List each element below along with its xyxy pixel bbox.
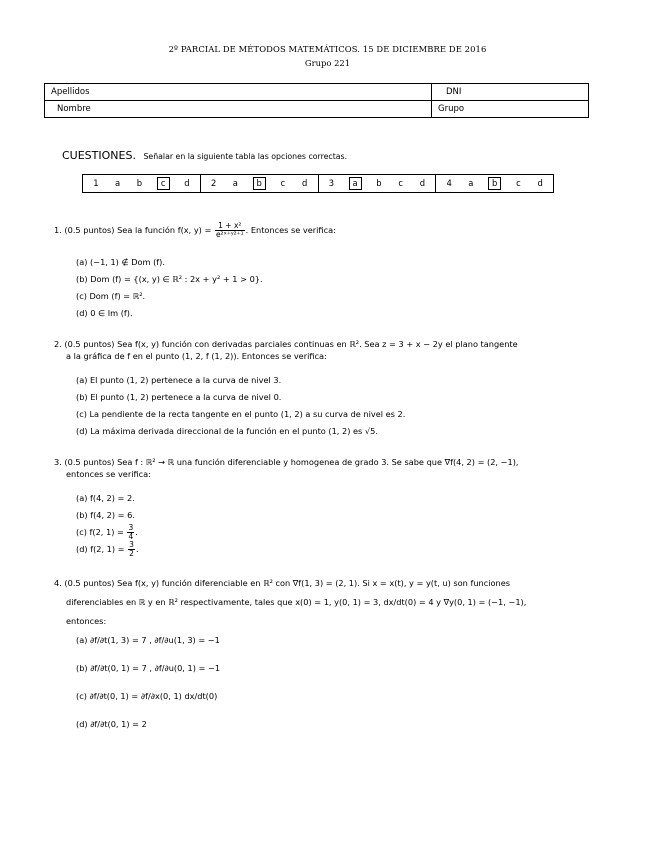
q4-stem-line-1: 4. (0.5 puntos) Sea f(x, y) función diferenciable en ℝ² con ∇f(1, 3) = (2, 1). Si x = x(t), y = y(t, u) son funciones xyxy=(54,578,511,588)
q1-option-a: (a) (−1, 1) ∉ Dom (f). xyxy=(76,257,165,267)
q4-option-a: (a) ∂f/∂t(1, 3) = 7 , ∂f/∂u(1, 3) = −1 xyxy=(76,635,220,645)
q1-option-c: (c) Dom (f) = ℝ². xyxy=(76,291,146,301)
section-title: CUESTIONES. xyxy=(62,149,136,162)
q1-stem-text: 1. (0.5 puntos) Sea la función xyxy=(54,225,176,235)
answer-option-2-d[interactable]: d xyxy=(301,178,308,188)
section-heading xyxy=(62,149,347,162)
question-4-stem xyxy=(54,574,594,631)
q2-option-c: (c) La pendiente de la recta tangente en el punto (1, 2) a su curva de nivel es 2. xyxy=(76,409,406,419)
q3-option-c-fraction xyxy=(127,524,134,541)
question-3-stem xyxy=(54,456,594,480)
question-4-options xyxy=(76,626,220,738)
answer-number: 4 xyxy=(446,178,452,188)
question-1-stem xyxy=(54,222,594,239)
q4-option-b: (b) ∂f/∂t(0, 1) = 7 , ∂f/∂u(0, 1) = −1 xyxy=(76,663,221,673)
q3-option-c: (c) f(2, 1) = $\frac{3}{4}$ . xyxy=(76,523,138,541)
section-instruction: Señalar en la siguiente tabla las opciones correctas. xyxy=(143,152,348,161)
answer-group-4 xyxy=(435,175,553,192)
q3-option-a: (a) f(4, 2) = 2. xyxy=(76,493,135,503)
question-1-options xyxy=(76,254,263,322)
answer-option-3-b[interactable]: b xyxy=(376,178,382,188)
q3-option-d-fraction xyxy=(128,541,135,558)
answer-group-1 xyxy=(83,175,200,192)
grupo-field[interactable]: Grupo xyxy=(432,101,589,118)
answer-option-2-a[interactable]: a xyxy=(232,178,238,188)
answer-option-4-d[interactable]: d xyxy=(537,178,543,188)
answer-option-4-b[interactable]: b xyxy=(488,177,501,190)
answer-option-2-c[interactable]: c xyxy=(280,178,286,188)
exam-title: 2º PARCIAL DE MÉTODOS MATEMÁTICOS. 15 DE DICIEMBRE DE 2016 xyxy=(168,44,487,54)
q3-option-d-text: (d) f(2, 1) = xyxy=(76,544,125,554)
answer-option-1-a[interactable]: a xyxy=(115,178,121,188)
answer-number: 3 xyxy=(328,178,335,188)
answer-group-2 xyxy=(200,175,318,192)
q1-option-b: (b) Dom (f) = {(x, y) ∈ ℝ² : 2x + y² + 1 > 0}. xyxy=(76,274,263,284)
answer-option-4-c[interactable]: c xyxy=(516,178,521,188)
q3-d-numerator: 3 xyxy=(129,540,134,549)
exam-group: Grupo 221 xyxy=(304,58,351,68)
answer-group-3 xyxy=(318,175,436,192)
q2-stem-line-1: 2. (0.5 puntos) Sea f(x, y) función con derivadas parciales continuas en ℝ². Sea z = 3 + x − 2y el plano tangente xyxy=(54,339,518,349)
q1-option-d: (d) 0 ∈ Im (f). xyxy=(76,308,133,318)
q1-denominator: e²ˣ⁺ʸ²⁺¹ xyxy=(215,230,244,239)
answer-option-4-a[interactable]: a xyxy=(468,178,474,188)
q3-stem-line-1: 3. (0.5 puntos) Sea f : ℝ² → ℝ una función diferenciable y homogenea de grado 3. Se sabe que ∇f(4, 2) = (2, −1), xyxy=(54,457,519,467)
question-3-options xyxy=(76,490,139,558)
q4-stem-line-2: diferenciables en ℝ y en ℝ² respectivamente, tales que x(0) = 1, y(0, 1) = 3, dx/dt(0) = 4 y ∇y(0, 1) = (−1, −1), xyxy=(66,597,527,607)
answer-option-3-a[interactable]: a xyxy=(349,177,362,190)
q2-option-a: (a) El punto (1, 2) pertenece a la curva de nivel 3. xyxy=(76,375,282,385)
answer-option-3-d[interactable]: d xyxy=(419,178,426,188)
q3-c-denominator: 4 xyxy=(128,532,134,541)
student-id-table xyxy=(44,83,589,118)
q3-option-c-text: (c) f(2, 1) = xyxy=(76,527,124,537)
q3-option-b: (b) f(4, 2) = 6. xyxy=(76,510,135,520)
answer-number: 2 xyxy=(210,178,217,188)
q3-c-numerator: 3 xyxy=(128,523,134,532)
q2-stem-line-2: a la gráfica de f en el punto (1, 2, f (1, 2)). Entonces se verifica: xyxy=(66,351,327,361)
q1-function: f(x, y) = xyxy=(177,225,212,235)
dni-field[interactable]: DNI xyxy=(432,84,589,101)
question-2-stem xyxy=(54,338,594,362)
q1-stem-end: . Entonces se verifica: xyxy=(245,225,336,235)
answer-table xyxy=(82,174,554,193)
answer-option-3-c[interactable]: c xyxy=(398,178,403,188)
apellidos-field[interactable]: Apellidos xyxy=(45,84,432,101)
q3-stem-line-2: entonces se verifica: xyxy=(66,469,151,479)
answer-option-1-c[interactable]: c xyxy=(157,177,170,190)
q4-option-c: (c) ∂f/∂t(0, 1) = ∂f/∂x(0, 1) dx/dt(0) xyxy=(76,691,218,701)
q4-stem-line-3: entonces: xyxy=(66,616,107,626)
q3-option-d: (d) f(2, 1) = $\frac{3}{2}$ . xyxy=(76,540,139,558)
question-2-options xyxy=(76,372,405,440)
answer-option-1-b[interactable]: b xyxy=(136,178,143,188)
q3-d-denominator: 2 xyxy=(129,549,134,558)
answer-option-1-d[interactable]: d xyxy=(184,178,190,188)
nombre-field[interactable]: Nombre xyxy=(45,101,432,118)
q2-option-d: (d) La máxima derivada direccional de la función en el punto (1, 2) es √5. xyxy=(76,426,378,436)
q1-numerator: 1 + x² xyxy=(215,222,245,231)
q2-option-b: (b) El punto (1, 2) pertenece a la curva de nivel 0. xyxy=(76,392,282,402)
answer-option-2-b[interactable]: b xyxy=(253,177,266,190)
answer-number: 1 xyxy=(93,178,99,188)
q4-option-d: (d) ∂f/∂t(0, 1) = 2 xyxy=(76,719,147,729)
q1-fraction xyxy=(215,222,245,239)
